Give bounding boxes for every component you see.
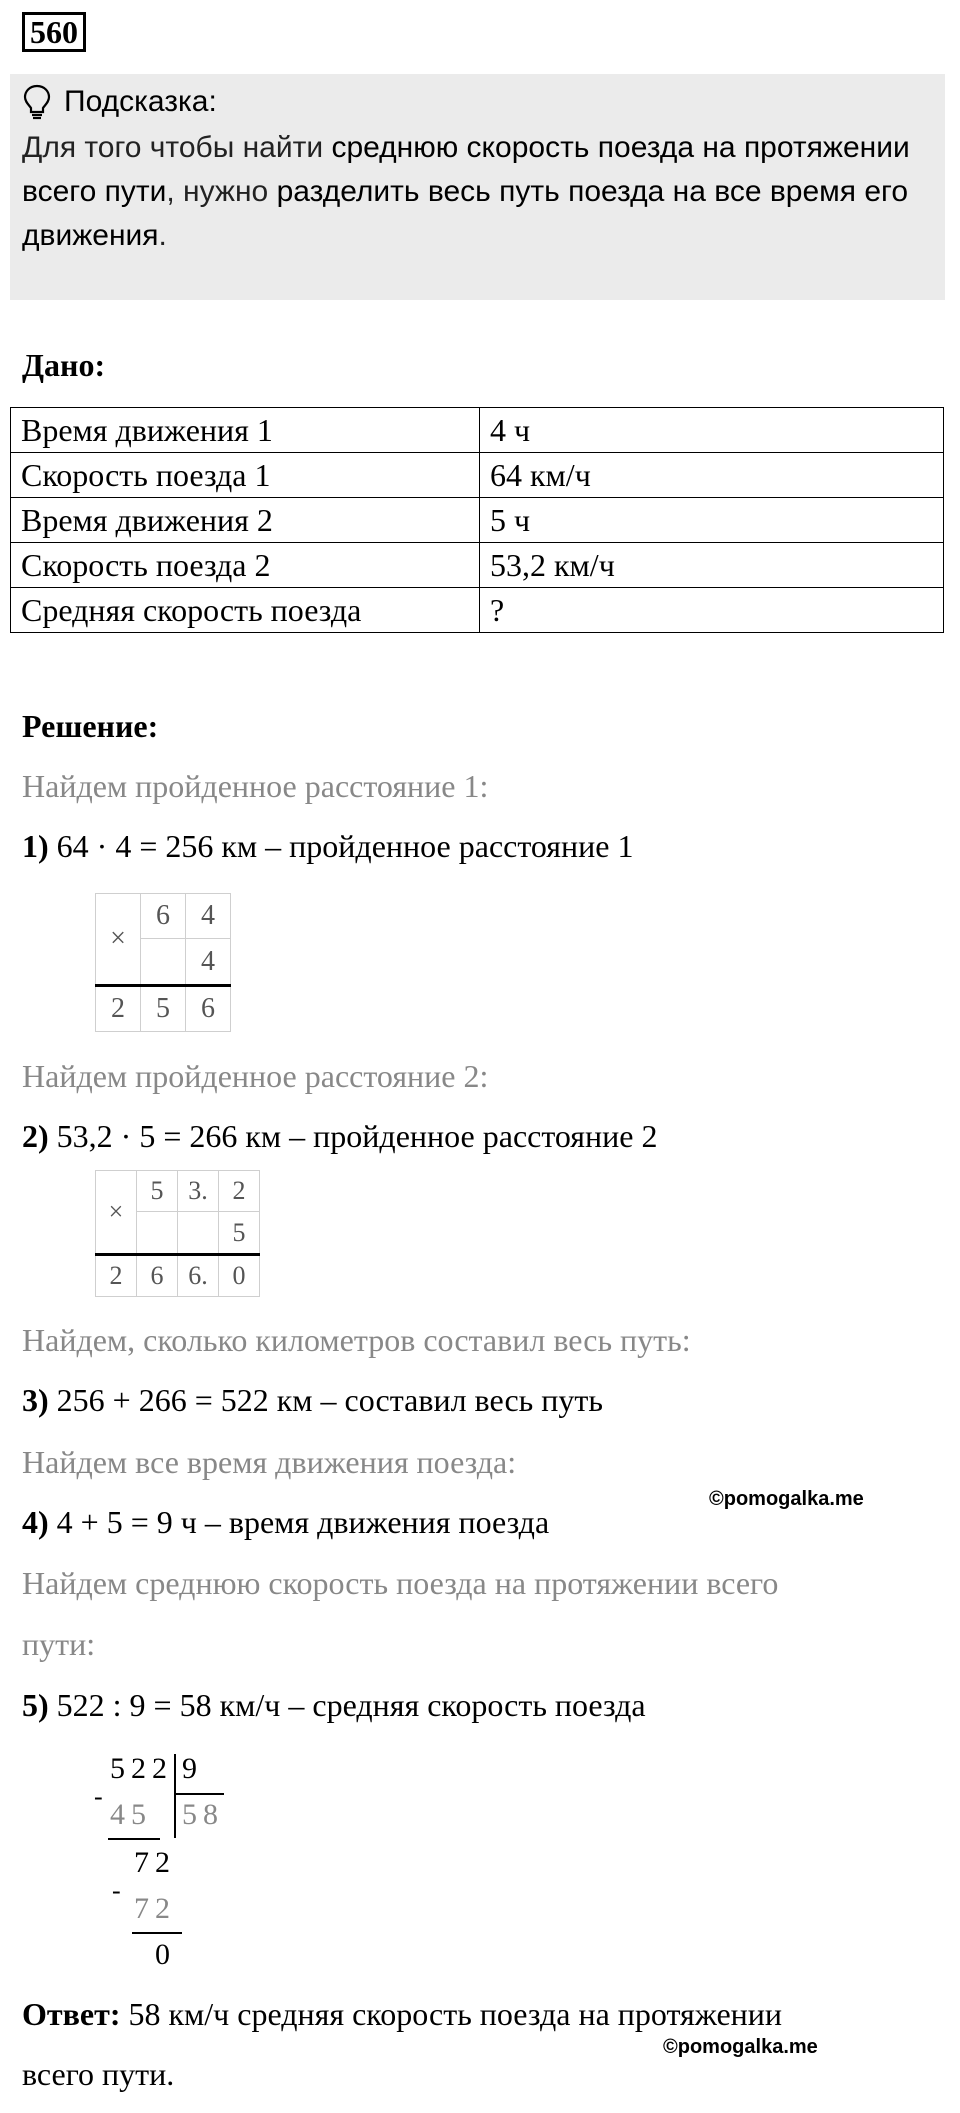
step-number: 5) (22, 1687, 49, 1723)
minus-sign: - (112, 1876, 121, 1905)
subtrahend-2: 72 (134, 1892, 176, 1925)
step-text: 256 + 266 = 522 км – составил весь путь (48, 1382, 603, 1418)
given-label: Средняя скорость поезда (11, 588, 480, 633)
step-text: 53,2 · 5 = 266 км – пройденное расстояние 2 (48, 1118, 658, 1154)
hint-text-part: разделить весь путь поезда на все время его движения (22, 175, 909, 252)
step-number: 1) (22, 828, 49, 864)
given-label: Скорость поезда 1 (11, 453, 480, 498)
remainder-2: 0 (155, 1938, 170, 1971)
divisor: 9 (182, 1752, 197, 1785)
grid-cell (137, 1212, 178, 1255)
subtrahend-1: 45 (110, 1798, 152, 1831)
grid-cell: 0 (219, 1255, 260, 1297)
given-label: Время движения 2 (11, 498, 480, 543)
hint-text-part: , нужно (166, 175, 277, 208)
step-intro: пути: (22, 1626, 96, 1662)
answer-line (22, 1994, 782, 2034)
dividend: 522 (110, 1752, 173, 1785)
hint-text-part: . (158, 219, 167, 252)
lightbulb-icon (22, 84, 52, 120)
grid-cell: 3. (178, 1171, 219, 1212)
answer-text: 58 км/ч средняя скорость поезда на протяжении (120, 1996, 783, 2032)
given-value: 5 ч (480, 498, 944, 543)
multiplication-grid-2 (95, 1170, 260, 1297)
grid-row (96, 894, 231, 939)
grid-cell: 5 (141, 986, 186, 1032)
answer-label: Ответ: (22, 1996, 121, 2032)
hint-text-part: среднюю скорость поезда на протяжении всего пути (22, 131, 910, 208)
given-heading: Дано: (22, 347, 106, 383)
subtract-line-2 (132, 1932, 182, 1934)
grid-cell (141, 939, 186, 986)
problem-number: 560 (22, 12, 86, 52)
grid-cell: 2 (219, 1171, 260, 1212)
step-number: 2) (22, 1118, 49, 1154)
multiply-sign: × (96, 894, 141, 986)
grid-result-row (96, 986, 231, 1032)
step-text: 4 + 5 = 9 ч – время движения поезда (48, 1504, 550, 1540)
grid-cell (178, 1212, 219, 1255)
step-intro: Найдем, сколько километров составил весь путь: (22, 1322, 691, 1358)
grid-cell: 6 (141, 894, 186, 939)
table-row (11, 453, 944, 498)
step-text: 64 · 4 = 256 км – пройденное расстояние 1 (48, 828, 634, 864)
division-horizontal-line (174, 1793, 224, 1795)
step-line (22, 1685, 646, 1725)
watermark: ©pomogalka.me (663, 2036, 818, 2058)
step-line (22, 1502, 549, 1542)
subtract-line-1 (108, 1838, 160, 1840)
step-line (22, 1380, 603, 1420)
step-intro: Найдем среднюю скорость поезда на протяжении всего (22, 1565, 779, 1601)
grid-cell: 5 (219, 1212, 260, 1255)
grid-cell: 2 (96, 986, 141, 1032)
grid-cell: 4 (186, 939, 231, 986)
multiply-sign: × (96, 1171, 137, 1255)
table-row (11, 543, 944, 588)
grid-cell: 6 (186, 986, 231, 1032)
given-value: ? (480, 588, 944, 633)
table-row (11, 498, 944, 543)
answer-line-2: всего пути. (22, 2056, 175, 2092)
solution-heading: Решение: (22, 708, 159, 744)
grid-cell: 6. (178, 1255, 219, 1297)
given-table (10, 407, 944, 633)
step-intro: Найдем пройденное расстояние 2: (22, 1058, 489, 1094)
watermark: ©pomogalka.me (709, 1488, 864, 1510)
hint-text-part: Для того чтобы найти (22, 131, 332, 164)
given-label: Время движения 1 (11, 408, 480, 453)
step-number: 4) (22, 1504, 49, 1540)
remainder-1: 72 (134, 1846, 176, 1879)
minus-sign: - (94, 1782, 103, 1811)
quotient: 58 (182, 1798, 224, 1831)
step-line (22, 826, 633, 866)
given-value: 64 км/ч (480, 453, 944, 498)
hint-title: Подсказка: (22, 82, 217, 122)
table-row (11, 408, 944, 453)
division-vertical-line (174, 1754, 176, 1838)
grid-cell: 5 (137, 1171, 178, 1212)
given-label: Скорость поезда 2 (11, 543, 480, 588)
step-intro: Найдем все время движения поезда: (22, 1444, 517, 1480)
grid-cell: 2 (96, 1255, 137, 1297)
step-intro: Найдем пройденное расстояние 1: (22, 768, 489, 804)
grid-row (96, 1171, 260, 1212)
step-number: 3) (22, 1382, 49, 1418)
grid-cell: 6 (137, 1255, 178, 1297)
grid-result-row (96, 1255, 260, 1297)
step-text: 522 : 9 = 58 км/ч – средняя скорость поезда (48, 1687, 646, 1723)
table-row (11, 588, 944, 633)
grid-cell: 4 (186, 894, 231, 939)
given-value: 53,2 км/ч (480, 543, 944, 588)
multiplication-grid-1 (95, 893, 231, 1032)
hint-body (22, 126, 942, 258)
given-value: 4 ч (480, 408, 944, 453)
step-line (22, 1116, 657, 1156)
